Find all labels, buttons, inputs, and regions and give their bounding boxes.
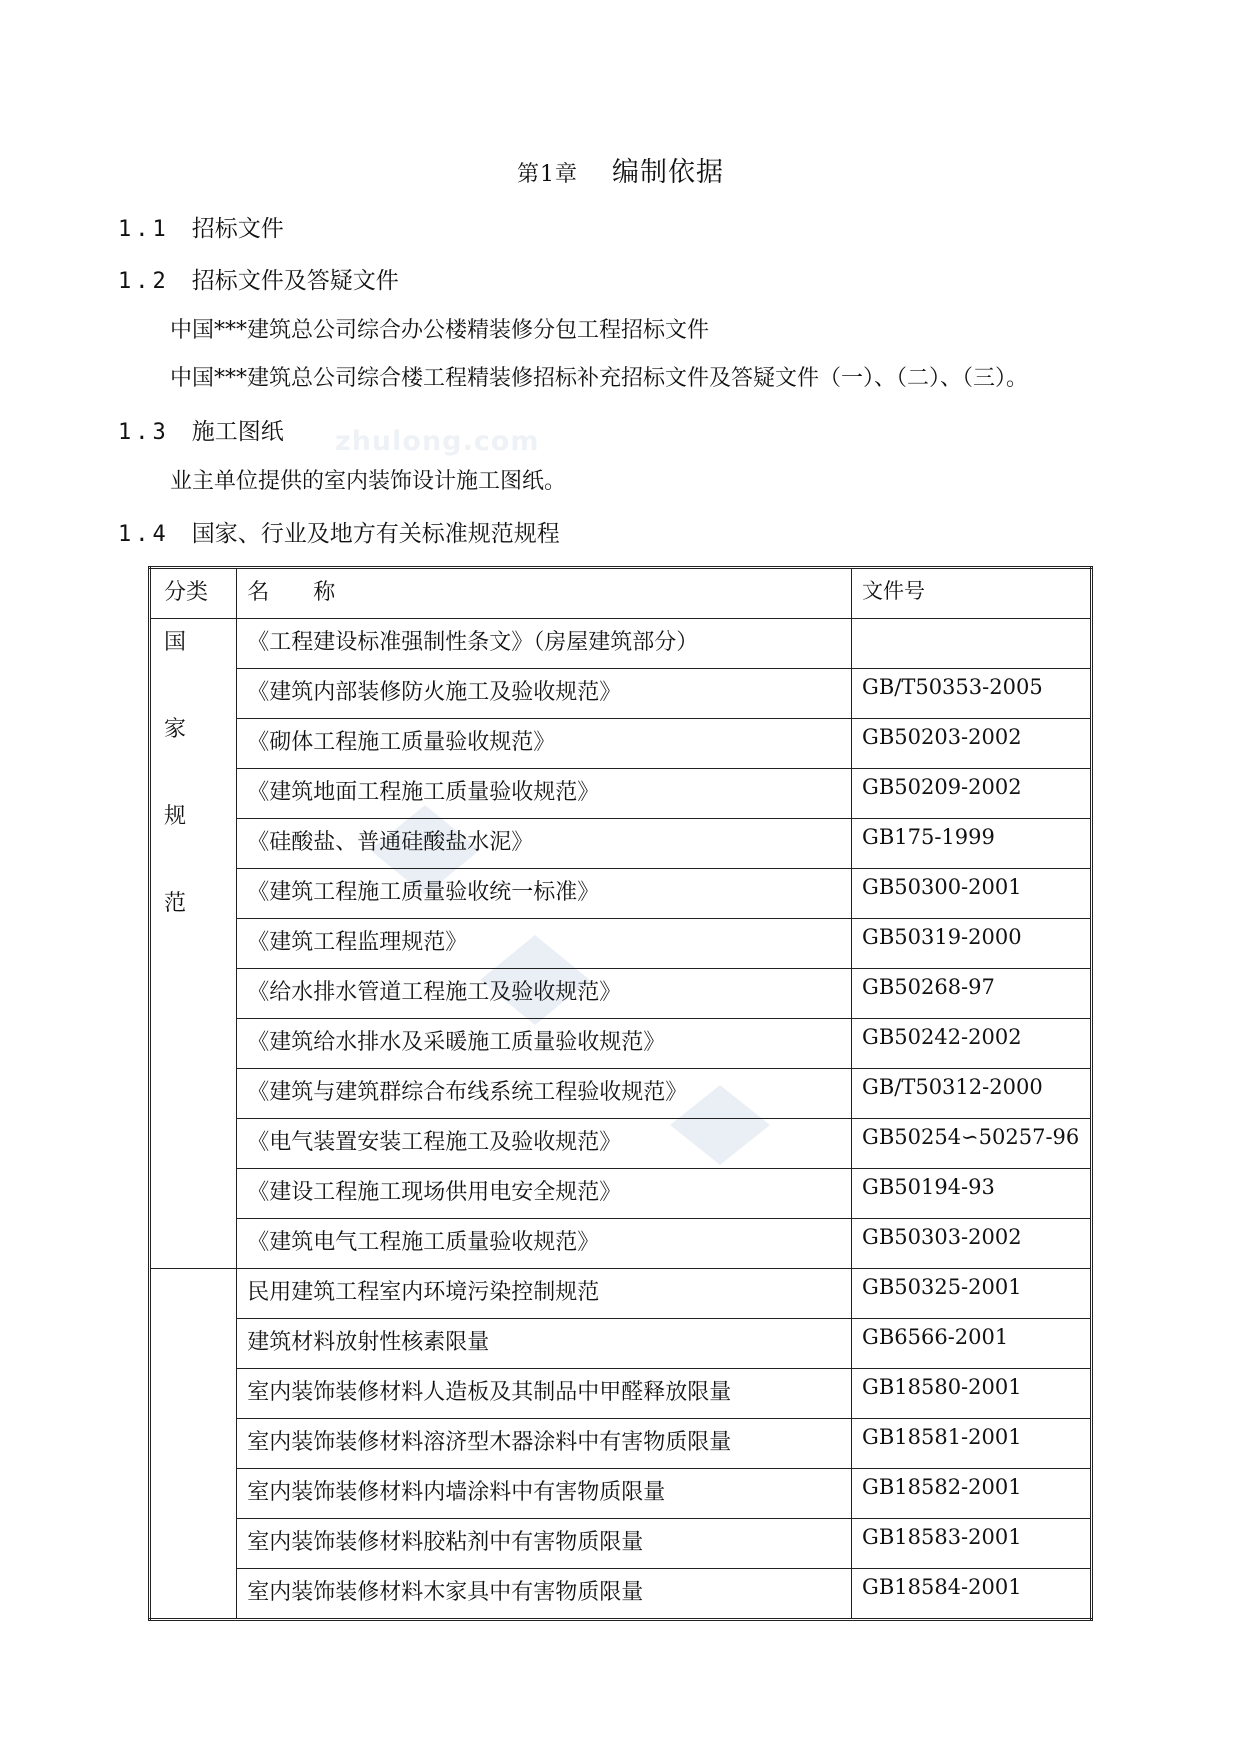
table-header-row: [150, 568, 1092, 619]
table-body: [150, 619, 1092, 1620]
standard-name: 《砌体工程施工质量验收规范》: [237, 719, 852, 769]
table-row: [150, 869, 1092, 919]
standard-name: 室内装饰装修材料溶济型木器涂料中有害物质限量: [237, 1419, 852, 1469]
table-row: [150, 1019, 1092, 1069]
standard-name: 民用建筑工程室内环境污染控制规范: [237, 1269, 852, 1319]
standard-code: GB50319-2000: [852, 919, 1092, 969]
standard-name: 《建筑与建筑群综合布线系统工程验收规范》: [237, 1069, 852, 1119]
standard-name: 《建筑工程监理规范》: [237, 919, 852, 969]
section-number: 1.4: [118, 522, 170, 547]
standard-name: 室内装饰装修材料胶粘剂中有害物质限量: [237, 1519, 852, 1569]
standard-code: GB18583-2001: [852, 1519, 1092, 1569]
section-number: 1.2: [118, 269, 170, 294]
standard-code: GB18584-2001: [852, 1569, 1092, 1620]
standard-name: 建筑材料放射性核素限量: [237, 1319, 852, 1369]
header-name: 名 称: [237, 568, 852, 619]
standard-code: GB50325-2001: [852, 1269, 1092, 1319]
table-row: [150, 1069, 1092, 1119]
table-row: [150, 1569, 1092, 1620]
standard-code: GB18580-2001: [852, 1369, 1092, 1419]
section-title: 招标文件及答疑文件: [191, 268, 399, 294]
section-heading: [118, 515, 560, 548]
standard-name: 《电气装置安装工程施工及验收规范》: [237, 1119, 852, 1169]
header-code: 文件号: [852, 568, 1092, 619]
standard-code: [852, 619, 1092, 669]
standard-name: 《建筑地面工程施工质量验收规范》: [237, 769, 852, 819]
table-row: [150, 669, 1092, 719]
section-title: 施工图纸: [191, 419, 284, 445]
standard-code: GB50242-2002: [852, 1019, 1092, 1069]
table-row: [150, 969, 1092, 1019]
table-row: [150, 1169, 1092, 1219]
table-row: [150, 619, 1092, 669]
paragraph: 中国***建筑总公司综合办公楼精装修分包工程招标文件: [170, 318, 710, 343]
chapter-title: [0, 150, 1241, 189]
section-number: 1.1: [118, 217, 170, 242]
paragraph: 中国***建筑总公司综合楼工程精装修招标补充招标文件及答疑文件（一）、（二）、（三）。: [170, 366, 1029, 391]
section-number: 1.3: [118, 420, 170, 445]
standard-name: 《建筑工程施工质量验收统一标准》: [237, 869, 852, 919]
standards-table: [148, 566, 1093, 1621]
table-row: [150, 919, 1092, 969]
category-cell: [150, 619, 237, 1269]
table-row: [150, 1469, 1092, 1519]
table-row: [150, 1319, 1092, 1369]
table-row: [150, 769, 1092, 819]
table-row: [150, 1219, 1092, 1269]
standard-code: GB50254∽50257-96: [852, 1119, 1092, 1169]
category-char: 范: [164, 891, 187, 916]
table-row: [150, 1519, 1092, 1569]
standard-code: GB50203-2002: [852, 719, 1092, 769]
standard-name: 《建筑电气工程施工质量验收规范》: [237, 1219, 852, 1269]
category-cell-empty: [150, 1269, 237, 1620]
table-row: [150, 1119, 1092, 1169]
standard-code: GB50194-93: [852, 1169, 1092, 1219]
standard-name: 室内装饰装修材料内墙涂料中有害物质限量: [237, 1469, 852, 1519]
watermark-text: zhulong.com: [335, 426, 540, 457]
table-row: [150, 819, 1092, 869]
standard-name: 《硅酸盐、普通硅酸盐水泥》: [237, 819, 852, 869]
section-heading: [118, 210, 284, 243]
standard-code: GB18581-2001: [852, 1419, 1092, 1469]
section-heading: [118, 262, 399, 295]
section-title: 国家、行业及地方有关标准规范规程: [191, 521, 560, 547]
standard-code: GB175-1999: [852, 819, 1092, 869]
table-row: [150, 719, 1092, 769]
standard-name: 《建设工程施工现场供用电安全规范》: [237, 1169, 852, 1219]
standard-code: GB50209-2002: [852, 769, 1092, 819]
standard-name: 《工程建设标准强制性条文》（房屋建筑部分）: [237, 619, 852, 669]
section-heading: [118, 413, 284, 446]
table-row: [150, 1269, 1092, 1319]
category-char: 规: [164, 804, 187, 829]
standard-code: GB50300-2001: [852, 869, 1092, 919]
standard-name: 室内装饰装修材料木家具中有害物质限量: [237, 1569, 852, 1620]
standard-name: 室内装饰装修材料人造板及其制品中甲醛释放限量: [237, 1369, 852, 1419]
standard-name: 《建筑给水排水及采暖施工质量验收规范》: [237, 1019, 852, 1069]
table-row: [150, 1369, 1092, 1419]
chapter-number: 第1章: [517, 162, 578, 187]
table-row: [150, 1419, 1092, 1469]
standard-name: 《给水排水管道工程施工及验收规范》: [237, 969, 852, 1019]
standard-code: GB50268-97: [852, 969, 1092, 1019]
standard-name: 《建筑内部装修防火施工及验收规范》: [237, 669, 852, 719]
chapter-heading: 编制依据: [612, 157, 724, 188]
section-title: 招标文件: [191, 216, 284, 242]
standard-code: GB50303-2002: [852, 1219, 1092, 1269]
standard-code: GB6566-2001: [852, 1319, 1092, 1369]
standard-code: GB/T50353-2005: [852, 669, 1092, 719]
standard-code: GB18582-2001: [852, 1469, 1092, 1519]
header-category: 分类: [150, 568, 237, 619]
paragraph: 业主单位提供的室内装饰设计施工图纸。: [170, 469, 567, 494]
standard-code: GB/T50312-2000: [852, 1069, 1092, 1119]
category-char: 家: [164, 717, 187, 742]
category-char: 国: [164, 630, 187, 655]
